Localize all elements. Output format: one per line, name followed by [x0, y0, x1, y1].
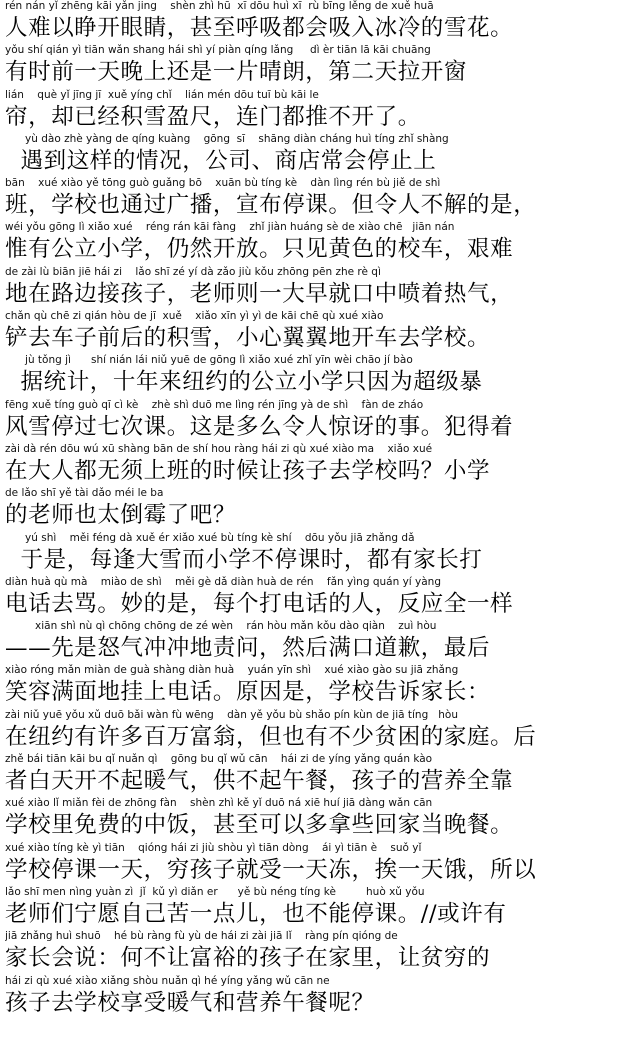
hanzi-row: 风雪停过七次课。这是多么令人惊讶的事。犯得着	[5, 413, 514, 440]
pinyin-row: yù dào zhè yàng de qíng kuàng gōng sī shāng diàn cháng huì tíng zhǐ shàng	[5, 132, 449, 145]
pinyin-row: de lǎo shī yě tài dǎo méi le ba	[5, 487, 164, 500]
pinyin-row: xiān shì nù qì chōng chōng de zé wèn rán hòu mǎn kǒu dào qiàn zuì hòu	[5, 620, 437, 633]
text-line	[5, 133, 621, 177]
text-line	[5, 266, 621, 310]
pinyin-row: lián què yǐ jīng jī xuě yíng chǐ lián mén dōu tuī bù kāi le	[5, 88, 319, 101]
pinyin-row: wéi yǒu gōng lì xiǎo xué réng rán kāi fàng zhǐ jiàn huáng sè de xiào chē jiān nán	[5, 221, 455, 234]
pinyin-row: zhě bái tiān kāi bu qǐ nuǎn qì gōng bu qǐ wǔ cān hái zi de yíng yǎng quán kào	[5, 753, 433, 766]
text-line	[5, 399, 621, 443]
hanzi-row: 在纽约有许多百万富翁，但也有不少贫困的家庭。后	[5, 723, 537, 750]
pinyin-row: rén nán yǐ zhēng kāi yǎn jing shèn zhì hū xī dōu huì xī rù bīng lěng de xuě huā	[5, 0, 434, 12]
pinyin-row: xiào róng mǎn miàn de guà shàng diàn huà yuán yīn shì xué xiào gào su jiā zhǎng	[5, 664, 459, 677]
text-line	[5, 487, 621, 531]
hanzi-row: 帘，却已经积雪盈尺，连门都推不开了。	[5, 103, 421, 130]
text-line	[5, 709, 621, 753]
hanzi-row: 学校停课一天，穷孩子就受一天冻，挨一天饿，所以	[5, 856, 537, 883]
pinyin-row: hái zi qù xué xiào xiǎng shòu nuǎn qì hé yíng yǎng wǔ cān ne	[5, 974, 330, 987]
text-line	[5, 354, 621, 398]
hanzi-row: 惟有公立小学，仍然开放。只见黄色的校车，艰难	[5, 236, 514, 263]
hanzi-row: 班，学校也通过广播，宣布停课。但令人不解的是，	[5, 192, 537, 219]
text-line	[5, 0, 621, 44]
pinyin-row: yǒu shí qián yì tiān wǎn shang hái shì yí piàn qíng lǎng dì èr tiān lā kāi chuāng	[5, 44, 431, 57]
text-line	[5, 930, 621, 974]
hanzi-row: 学校里免费的中饭，甚至可以多拿些回家当晚餐。	[5, 812, 514, 839]
hanzi-row: 家长会说：何不让富裕的孩子在家里，让贫穷的	[5, 945, 491, 972]
text-line	[5, 975, 621, 1019]
pinyin-row: jiā zhǎng huì shuō hé bù ràng fù yù de hái zi zài jiā lǐ ràng pín qióng de	[5, 930, 398, 943]
hanzi-row: 据统计，十年来纽约的公立小学只因为超级暴	[5, 369, 483, 396]
hanzi-row: 在大人都无须上班的时候让孩子去学校吗？小学	[5, 457, 491, 484]
hanzi-row: 遇到这样的情况，公司、商店常会停止上	[5, 147, 437, 174]
hanzi-row: 者白天开不起暖气，供不起午餐，孩子的营养全靠	[5, 768, 514, 795]
pinyin-row: bān xué xiào yě tōng guò guǎng bō xuān bù tíng kè dàn lìng rén bù jiě de shì	[5, 177, 441, 190]
text-line	[5, 310, 621, 354]
hanzi-row: 电话去骂。妙的是，每个打电话的人，反应全一样	[5, 590, 514, 617]
text-line	[5, 842, 621, 886]
pinyin-row: zài niǔ yuē yǒu xǔ duō bǎi wàn fù wēng dàn yě yǒu bù shǎo pín kùn de jiā tíng hòu	[5, 708, 458, 721]
hanzi-row: 于是，每逢大雪而小学不停课时，都有家长打	[5, 546, 483, 573]
hanzi-row: ——先是怒气冲冲地责问，然后满口道歉，最后	[5, 635, 491, 662]
pinyin-row: xué xiào lǐ miǎn fèi de zhōng fàn shèn zhì kě yǐ duō ná xiē huí jiā dàng wǎn cān	[5, 797, 433, 810]
text-line	[5, 753, 621, 797]
hanzi-row: 老师们宁愿自己苦一点儿，也不能停课。//或许有	[5, 900, 507, 927]
text-line	[5, 664, 621, 708]
hanzi-row: 人难以睁开眼睛，甚至呼吸都会吸入冰冷的雪花。	[5, 15, 514, 41]
pinyin-row: fēng xuě tíng guò qī cì kè zhè shì duō me lìng rén jīng yà de shì fàn de zháo	[5, 398, 424, 411]
text-line	[5, 44, 621, 88]
text-line	[5, 576, 621, 620]
hanzi-row: 铲去车子前后的积雪，小心翼翼地开车去学校。	[5, 325, 491, 352]
pinyin-row: yú shì měi féng dà xuě ér xiǎo xué bù tíng kè shí dōu yǒu jiā zhǎng dǎ	[5, 531, 415, 544]
text-line	[5, 89, 621, 133]
hanzi-row: 孩子去学校享受暖气和营养午餐呢？	[5, 989, 375, 1016]
text-line	[5, 886, 621, 930]
pinyin-row: de zài lù biān jiē hái zi lǎo shī zé yí dà zǎo jiù kǒu zhōng pēn zhe rè qì	[5, 265, 381, 278]
pinyin-row: lǎo shī men nìng yuàn zì jǐ kǔ yì diǎn er yě bù néng tíng kè huò xǔ yǒu	[5, 885, 425, 898]
pinyin-row: jù tǒng jì shí nián lái niǔ yuē de gōng lì xiǎo xué zhǐ yīn wèi chāo jí bào	[5, 354, 413, 367]
text-line	[5, 177, 621, 221]
hanzi-row: 地在路边接孩子，老师则一大早就口中喷着热气，	[5, 280, 514, 307]
hanzi-row: 笑容满面地挂上电话。原因是，学校告诉家长：	[5, 679, 491, 706]
text-line	[5, 443, 621, 487]
text-line	[5, 532, 621, 576]
text-line	[5, 620, 621, 664]
hanzi-row: 的老师也太倒霉了吧？	[5, 502, 237, 529]
text-line	[5, 221, 621, 265]
pinyin-row: zài dà rén dōu wú xū shàng bān de shí hou ràng hái zi qù xué xiào ma xiǎo xué	[5, 442, 433, 455]
pinyin-row: diàn huà qù mà miào de shì měi gè dǎ diàn huà de rén fǎn yìng quán yí yàng	[5, 575, 442, 588]
text-line	[5, 797, 621, 841]
pinyin-row: xué xiào tíng kè yì tiān qióng hái zi jiù shòu yì tiān dòng ái yì tiān è suǒ yǐ	[5, 841, 422, 854]
pinyin-row: chǎn qù chē zi qián hòu de jī xuě xiǎo xīn yì yì de kāi chē qù xué xiào	[5, 310, 384, 323]
hanzi-row: 有时前一天晚上还是一片晴朗，第二天拉开窗	[5, 59, 468, 86]
